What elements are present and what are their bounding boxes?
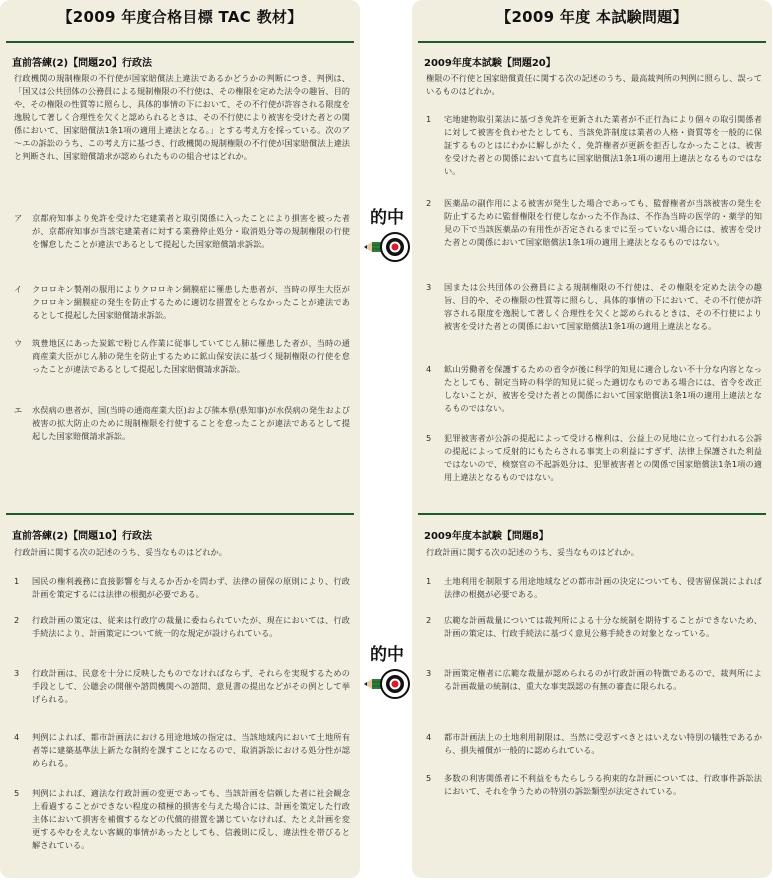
choice-item	[14, 337, 350, 376]
hit-mark	[362, 645, 412, 701]
section-divider	[418, 513, 766, 515]
choice-marker: 5	[14, 788, 20, 798]
choice-text: 国または公共団体の公務員による規制権限の不行使は、その権限を定めた法令の趣旨、目的や、その権限の性質等に照らし、具体的事情の下において、その不行使が許容される限度を逸脱して著しく合理性を欠くと認められるときは、その不行使により被害を受けた者との関係において国家賠償法1条1項の適用上違法となる。	[444, 282, 762, 331]
choice-marker: 5	[426, 773, 432, 783]
choice-marker: 4	[14, 732, 20, 742]
choice-marker: イ	[14, 284, 23, 294]
choice-item	[426, 575, 762, 601]
choice-marker: ウ	[14, 338, 23, 348]
choice-text: 水俣病の患者が、国(当時の通商産業大臣)および熊本県(県知事)が水俣病の発生および被害の拡大防止のために規制権限を行使することを怠ったことが違法であるとして提起した国家賠償請求訴訟。	[32, 405, 350, 441]
choice-item	[426, 772, 762, 798]
choice-text: 判例によれば、都市計画法における用途地域の指定は、当該地域内において土地所有者等に建築基準法上新たな制約を課すことになるので、取消訴訟における処分性が認められる。	[32, 732, 350, 768]
choice-item	[426, 432, 762, 484]
left-column-tac-material	[0, 0, 360, 878]
choice-marker: 3	[14, 668, 20, 678]
question-heading: 2009年度本試験【問題20】	[424, 58, 556, 69]
choice-item	[14, 667, 350, 706]
choice-marker: ア	[14, 213, 23, 223]
choice-marker: 1	[14, 576, 20, 586]
question-intro: 権限の不行使と国家賠償責任に関する次の記述のうち、最高裁判所の判例に照らし、誤っているものはどれか。	[426, 73, 762, 96]
choice-text: 計画策定権者に広範な裁量が認められるのが行政計画の特徴であるので、裁判所による計画裁量の統制は、重大な事実誤認の有無の審査に限られる。	[444, 668, 762, 691]
choice-text: 宅地建物取引業法に基づき免許を更新された業者が不正行為により個々の取引関係者に対して被害を負わせたとしても、当該免許制度は業者の人格・資質等を一般的に保証するものとはにわかに解しがたく、免許権者が更新を拒否しなかったことは、被害を受けた者との関係において直ちに国家賠償法1条1項の適用上違法となるものではない。	[444, 114, 762, 176]
choice-text: 医薬品の副作用による被害が発生した場合であっても、監督権者が当該被害の発生を防止するために監督権限を行使しなかった不作為は、不作為当時の医学的・薬学的知見の下で当該医薬品の有用性が否定されるまでに至っていない場合には、被害を受けた者との関係において国家賠償法1条1項の適用上違法となるものではない。	[444, 198, 762, 247]
choice-marker: 2	[426, 198, 432, 208]
hit-mark	[362, 208, 412, 264]
choice-item	[426, 281, 762, 333]
choice-item	[14, 575, 350, 601]
choice-marker: 2	[14, 615, 20, 625]
choice-item	[14, 283, 350, 322]
right-column-exam-questions	[412, 0, 772, 878]
right-column-header: 【2009 年度 本試験問題】	[496, 8, 688, 26]
choice-text: 行政計画は、民意を十分に反映したものでなければならず、それらを実現するための手段として、公聴会の開催や諮問機関への諮問、意見書の提出などがその例として挙げられる。	[32, 668, 350, 704]
choice-item	[14, 787, 350, 852]
section-divider	[6, 513, 354, 515]
choice-marker: 5	[426, 433, 432, 443]
choice-text: 国民の権利義務に直接影響を与えるか否かを問わず、法律の留保の原則により、行政計画を策定するには法律の根拠が必要である。	[32, 576, 350, 599]
choice-text: 京都府知事より免許を受けた宅建業者と取引関係に入ったことにより損害を被った者が、京都府知事が当該宅建業者に対する業務停止処分・取消処分等の規制権限の行使を懈怠したことが違法であるとして提起した国家賠償請求訴訟。	[32, 213, 350, 249]
hit-label: 的中	[370, 645, 404, 665]
choice-item	[14, 731, 350, 770]
choice-text: 判例によれば、適法な行政計画の変更であっても、当該計画を信頼した者に社会観念上看過することができない程度の積極的損害を与えた場合には、計画を策定した行政主体において損害を補償するなどの代償的措置を講じていなければ、たとえ計画を変更するやむをえない客観的事情があったとしても、信義則に反し、違法性を帯びると解されている。	[32, 788, 350, 850]
choice-text: 多数の利害関係者に不利益をもたらしうる拘束的な計画については、行政事件訴訟法において、それを争うための特別の訴訟類型が法定されている。	[444, 773, 762, 796]
choice-marker: 2	[426, 615, 432, 625]
question-intro: 行政計画に関する次の記述のうち、妥当なものはどれか。	[14, 547, 227, 557]
question-heading: 直前答練(2)【問題20】行政法	[12, 58, 153, 69]
choice-text: 土地利用を制限する用途地域などの都市計画の決定についても、侵害留保説によれば法律の根拠が必要である。	[444, 576, 762, 599]
choice-item	[426, 363, 762, 415]
choice-item	[14, 614, 350, 640]
choice-marker: 4	[426, 364, 432, 374]
choice-marker: 1	[426, 114, 432, 124]
question-intro: 行政機関の規制権限の不行使が国家賠償法上違法であるかどうかの判断につき、判例は、「国又は公共団体の公務員による規制権限の不行使は、その権限を定めた法令の趣旨、目的や、その権限の性質等に照らし、具体的事情の下において、その不行使が許容される限度を逸脱して著しく合理性を欠くと認められるときは、その不行使により被害を受けた者との関係において、国家賠償法1条1項の適用上違法となる。」とする考え方を採っている。次のア～エの訴訟のうち、この考え方に基づき、行政機関の規制権限の不行使が国家賠償法上違法と判断され、国家賠償請求が認められたものの組合せはどれか。	[14, 73, 350, 161]
choice-text: 鉱山労働者を保護するための省令が後に科学的知見に適合しない不十分な内容となったとしても、制定当時の科学的知見に従った適切なものである場合には、省令を改正しないことが、被害を受けた者との関係において国家賠償法1条1項の適用上違法となるものではない。	[444, 364, 762, 413]
choice-marker: 3	[426, 668, 432, 678]
choice-marker: 4	[426, 732, 432, 742]
choice-text: 行政計画の策定は、従来は行政庁の裁量に委ねられていたが、現在においては、行政手続法により、計画策定について統一的な規定が設けられている。	[32, 615, 350, 638]
question-heading: 2009年度本試験【問題8】	[424, 531, 549, 542]
choice-item	[14, 404, 350, 443]
choice-marker: 1	[426, 576, 432, 586]
left-column-header: 【2009 年度合格目標 TAC 教材】	[57, 8, 303, 26]
choice-marker: 3	[426, 282, 432, 292]
choice-text: 広範な計画裁量については裁判所による十分な統制を期待することができないため、計画の策定は、行政手続法に基づく意見公募手続きの対象となっている。	[444, 615, 762, 638]
choice-item	[426, 197, 762, 249]
choice-text: 都市計画法上の土地利用制限は、当然に受忍すべきとはいえない特別の犠牲であるから、損失補償が一般的に認められている。	[444, 732, 762, 755]
header-divider	[418, 41, 766, 43]
choice-item	[426, 614, 762, 640]
header-divider	[6, 41, 354, 43]
question-heading: 直前答練(2)【問題10】行政法	[12, 531, 153, 542]
choice-item	[426, 667, 762, 693]
choice-text: クロロキン製剤の服用によりクロロキン網膜症に罹患した患者が、当時の厚生大臣がクロロキン網膜症の発生を防止するために適切な措置をとらなかったことが違法であるとして提起した国家賠償請求訴訟。	[32, 284, 350, 320]
pencil-target-icon	[362, 667, 412, 701]
choice-item	[426, 113, 762, 178]
choice-text: 筑豊地区にあった炭鉱で粉じん作業に従事していてじん肺に罹患した者が、当時の通商産業大臣がじん肺の発生を防止するために鉱山保安法に基づく規制権限の行使を怠ったことが違法であるとして提起した国家賠償請求訴訟。	[32, 338, 350, 374]
choice-item	[14, 212, 350, 251]
choice-text: 犯罪被害者が公訴の提起によって受ける権利は、公益上の見地に立って行われる公訴の提起によって反射的にもたらされる事実上の利益にすぎず、法律上保護された利益ではないので、検察官の不起訴処分は、犯罪被害者との関係で国家賠償法1条1項の適用上違法となるものではない。	[444, 433, 762, 482]
choice-item	[426, 731, 762, 757]
question-intro: 行政計画に関する次の記述のうち、妥当なものはどれか。	[426, 547, 639, 557]
hit-label: 的中	[370, 208, 404, 228]
pencil-target-icon	[362, 230, 412, 264]
choice-marker: エ	[14, 405, 23, 415]
